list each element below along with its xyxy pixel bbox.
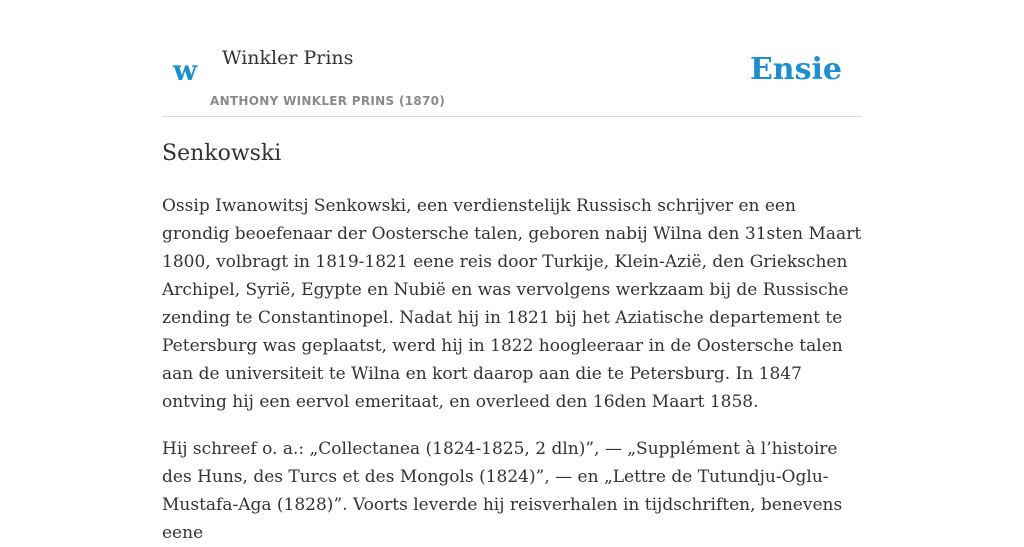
article-paragraph: Hij schreef o. a.: „Collectanea (1824-1825, 2 dln)”, — „Supplément à l’histoire des Huns, des Turcs et des Mongols (1824)”, — en „Lettre de Tutundju-Oglu-Mustafa-Aga (1828)”. Voorts leverde hij reisverhalen in tijdschriften, benevens eene xyxy=(162,439,843,543)
site-header xyxy=(162,0,862,117)
article-title: Senkowski xyxy=(162,141,282,166)
site-subtitle: ANTHONY WINKLER PRINS (1870) xyxy=(210,94,446,108)
article xyxy=(162,136,862,547)
article-paragraph: Ossip Iwanowitsj Senkowski, een verdienstelijk Russisch schrijver en een grondig beoefenaar der Oostersche talen, geboren nabij Wilna den 31sten Maart 1800, volbragt in 1819-1821 eene reis door Turkije, Klein-Azië, den Griekschen Archipel, Syrië, Egypte en Nubië en was vervolgens werkzaam bij de Russische zending te Constantinopel. Nadat hij in 1821 bij het Aziatische departement te Petersburg was geplaatst, werd hij in 1822 hoogleeraar in de Oostersche talen aan de universiteit te Wilna en kort daarop aan die te Petersburg. In 1847 ontving hij een eervol emeritaat, en overleed den 16den Maart 1858. xyxy=(162,196,862,412)
brand-logo-link[interactable]: Ensie xyxy=(749,52,842,87)
site-logo[interactable]: w xyxy=(173,54,198,87)
site-title[interactable]: Winkler Prins xyxy=(222,47,354,69)
